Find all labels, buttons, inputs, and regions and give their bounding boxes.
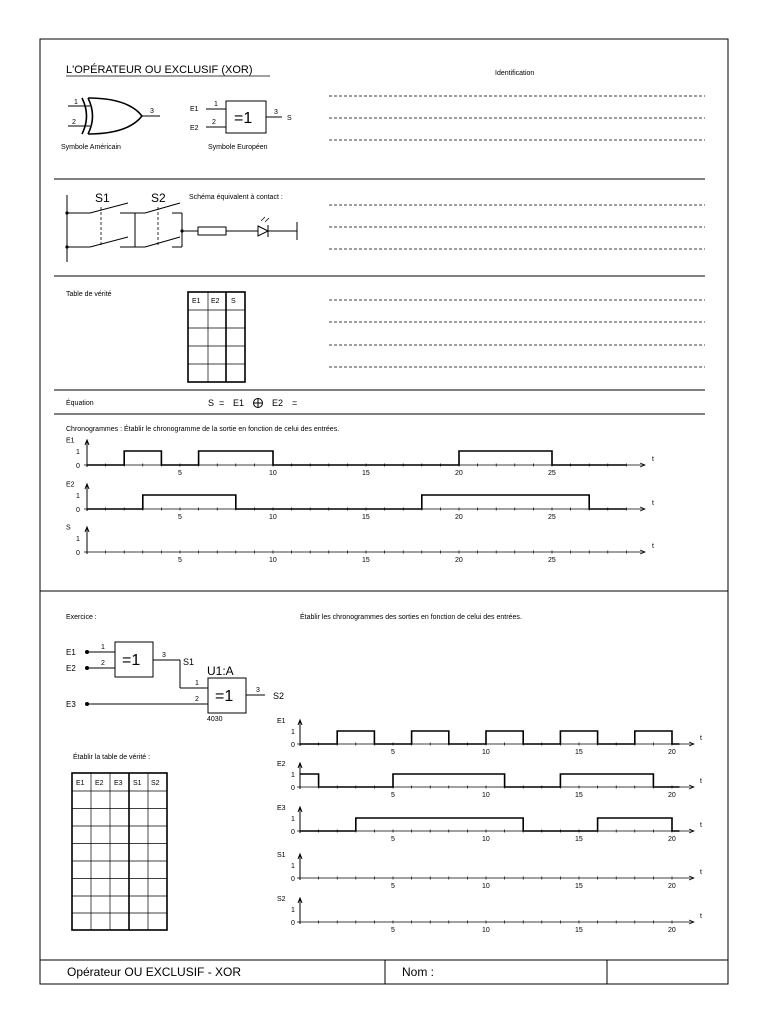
exercise-pin: 3 <box>162 652 166 659</box>
identification-label: Identification <box>495 70 535 77</box>
svg-text:2: 2 <box>72 119 76 126</box>
svg-text:3: 3 <box>274 109 278 116</box>
chrono-title: Chronogrammes : Établir le chronogramme de la sortie en fonction de celui des entrées. <box>66 426 340 433</box>
chrono-tick-label: 15 <box>362 557 370 564</box>
chrono-t-label: t <box>652 456 654 463</box>
exercise-chrono-tick-label: 10 <box>482 792 490 799</box>
exercise-chrono-signal-label: E2 <box>277 761 286 769</box>
exercise-chrono-tick-label: 5 <box>391 792 395 799</box>
exercise-chrono-tick-label: 10 <box>482 749 490 756</box>
svg-text:E2: E2 <box>272 398 284 408</box>
contact-schematic <box>65 195 297 262</box>
exercise-chrono-tick-label: 15 <box>575 836 583 843</box>
exercise-part-label: 4030 <box>207 716 223 723</box>
chrono-waveform-e1 <box>87 451 626 465</box>
exercise-in3: E3 <box>66 700 76 709</box>
exercise-chrono-level-zero: 0 <box>291 785 295 792</box>
chronogram-top <box>66 438 654 564</box>
exercise-chrono-tick-label: 5 <box>391 836 395 843</box>
svg-text:E1: E1 <box>190 106 199 113</box>
exercise-s2-label: S2 <box>273 691 285 701</box>
exercise-chrono-tick-label: 20 <box>668 749 676 756</box>
svg-text:E1: E1 <box>233 398 245 408</box>
exercise-chrono-tick-label: 20 <box>668 792 676 799</box>
exercise-chrono-tick-label: 20 <box>668 836 676 843</box>
chrono-signal-label: E1 <box>66 437 75 445</box>
truth-table-label: Table de vérité <box>66 291 112 298</box>
exercise-chrono-level-zero: 0 <box>291 742 295 749</box>
exercise-chrono-tick-label: 10 <box>482 883 490 890</box>
exercise-in1: E1 <box>66 648 76 657</box>
american-xor-symbol <box>68 98 160 134</box>
equation <box>208 398 297 408</box>
exercise-chrono-tick-label: 5 <box>391 749 395 756</box>
exercise-chrono-tick-label: 15 <box>575 883 583 890</box>
svg-text:E2: E2 <box>190 125 199 132</box>
exercise-chrono-waveform-e2 <box>300 774 679 787</box>
exercise-chrono-signal-label: E1 <box>277 718 286 726</box>
contact-s1-label: S1 <box>95 191 110 205</box>
chrono-level-one: 1 <box>76 536 80 543</box>
exercise-chrono-tick-label: 10 <box>482 836 490 843</box>
chrono-tick-label: 10 <box>269 470 277 477</box>
exercise-chrono-level-one: 1 <box>291 816 295 823</box>
exercise-instruction: Établir les chronogrammes des sorties en fonction de celui des entrées. <box>300 614 522 621</box>
chrono-t-label: t <box>652 543 654 550</box>
exercise-gate2-text: =1 <box>215 688 234 705</box>
exercise-chrono-tick-label: 5 <box>391 883 395 890</box>
exercise-chrono-tick-label: 15 <box>575 792 583 799</box>
exercise-pin: 1 <box>195 680 199 687</box>
truth-table <box>188 292 245 382</box>
exercise-chrono-tick-label: 20 <box>668 883 676 890</box>
exercise-chrono-signal-label: S1 <box>277 852 286 860</box>
chrono-tick-label: 15 <box>362 470 370 477</box>
european-xor-symbol <box>190 101 292 133</box>
exercise-gate1-text: =1 <box>122 652 141 669</box>
exercise-chrono-level-zero: 0 <box>291 829 295 836</box>
svg-text:2: 2 <box>212 119 216 126</box>
exercise-chrono-t-label: t <box>700 822 702 829</box>
svg-text:=: = <box>219 398 225 408</box>
chrono-t-label: t <box>652 500 654 507</box>
page-title: L'OPÉRATEUR OU EXCLUSIF (XOR) <box>66 64 253 76</box>
chrono-level-one: 1 <box>76 493 80 500</box>
exercise-chrono-level-one: 1 <box>291 907 295 914</box>
svg-text:3: 3 <box>150 108 154 115</box>
exercise-table-header: E3 <box>114 780 123 787</box>
exercise-pin: 1 <box>101 644 105 651</box>
exercise-chrono-level-one: 1 <box>291 863 295 870</box>
chrono-level-zero: 0 <box>76 550 80 557</box>
chrono-tick-label: 5 <box>178 514 182 521</box>
chronogram-exercise <box>277 718 702 934</box>
contact-scheme-label: Schéma équivalent à contact : <box>189 194 283 201</box>
chrono-tick-label: 10 <box>269 514 277 521</box>
exercise-table-header: S1 <box>133 780 142 787</box>
exercise-s1-label: S1 <box>183 657 195 667</box>
exercise-truth-table <box>72 773 167 930</box>
exercise-table-header: S2 <box>151 780 160 787</box>
exercise-chrono-signal-label: S2 <box>277 896 286 904</box>
chrono-signal-label: E2 <box>66 481 75 489</box>
exercise-circuit <box>85 642 265 713</box>
exercise-table-label: Établir la table de vérité : <box>73 754 151 761</box>
footer-name-label: Nom : <box>402 965 435 979</box>
chrono-tick-label: 5 <box>178 557 182 564</box>
chrono-signal-label: S <box>66 524 71 532</box>
svg-text:=1: =1 <box>234 110 253 127</box>
exercise-label: Exercice : <box>66 614 97 621</box>
exercise-pin: 2 <box>101 660 105 667</box>
truth-table-header: E2 <box>211 298 220 305</box>
truth-table-header: S <box>231 298 236 305</box>
identification-answer-lines <box>329 96 705 367</box>
chrono-tick-label: 15 <box>362 514 370 521</box>
exercise-chrono-level-one: 1 <box>291 772 295 779</box>
exercise-chrono-level-one: 1 <box>291 729 295 736</box>
chrono-tick-label: 25 <box>548 514 556 521</box>
chrono-level-zero: 0 <box>76 507 80 514</box>
exercise-in2: E2 <box>66 664 76 673</box>
exercise-chrono-waveform-e1 <box>300 731 679 744</box>
svg-text:1: 1 <box>74 99 78 106</box>
footer-title: Opérateur OU EXCLUSIF - XOR <box>67 965 242 979</box>
european-symbol-caption: Symbole Européen <box>208 144 268 151</box>
truth-table-header: E1 <box>192 298 201 305</box>
exercise-chrono-tick-label: 20 <box>668 927 676 934</box>
exercise-chrono-signal-label: E3 <box>277 805 286 813</box>
exercise-chrono-t-label: t <box>700 735 702 742</box>
exercise-chrono-t-label: t <box>700 778 702 785</box>
chrono-tick-label: 25 <box>548 470 556 477</box>
chrono-tick-label: 20 <box>455 514 463 521</box>
chrono-waveform-e2 <box>87 495 626 509</box>
exercise-pin: 2 <box>195 696 199 703</box>
exercise-chrono-waveform-e3 <box>300 818 679 831</box>
chrono-level-one: 1 <box>76 449 80 456</box>
chrono-tick-label: 5 <box>178 470 182 477</box>
exercise-chrono-tick-label: 5 <box>391 927 395 934</box>
svg-text:1: 1 <box>214 101 218 108</box>
exercise-table-header: E1 <box>76 780 85 787</box>
chrono-tick-label: 25 <box>548 557 556 564</box>
contact-s2-label: S2 <box>151 191 166 205</box>
chrono-level-zero: 0 <box>76 463 80 470</box>
svg-text:=: = <box>292 398 298 408</box>
exercise-chrono-t-label: t <box>700 913 702 920</box>
exercise-pin: 3 <box>256 687 260 694</box>
exercise-chrono-tick-label: 15 <box>575 749 583 756</box>
chrono-tick-label: 10 <box>269 557 277 564</box>
american-symbol-caption: Symbole Américain <box>61 144 121 151</box>
exercise-chip-label: U1:A <box>207 664 234 678</box>
exercise-chrono-tick-label: 15 <box>575 927 583 934</box>
exercise-chrono-level-zero: 0 <box>291 920 295 927</box>
chrono-tick-label: 20 <box>455 470 463 477</box>
exercise-chrono-level-zero: 0 <box>291 876 295 883</box>
equation-label: Équation <box>66 400 94 407</box>
exercise-table-header: E2 <box>95 780 104 787</box>
exercise-chrono-tick-label: 10 <box>482 927 490 934</box>
chrono-tick-label: 20 <box>455 557 463 564</box>
exercise-chrono-t-label: t <box>700 869 702 876</box>
svg-text:S: S <box>208 398 215 408</box>
svg-text:S: S <box>287 115 292 122</box>
